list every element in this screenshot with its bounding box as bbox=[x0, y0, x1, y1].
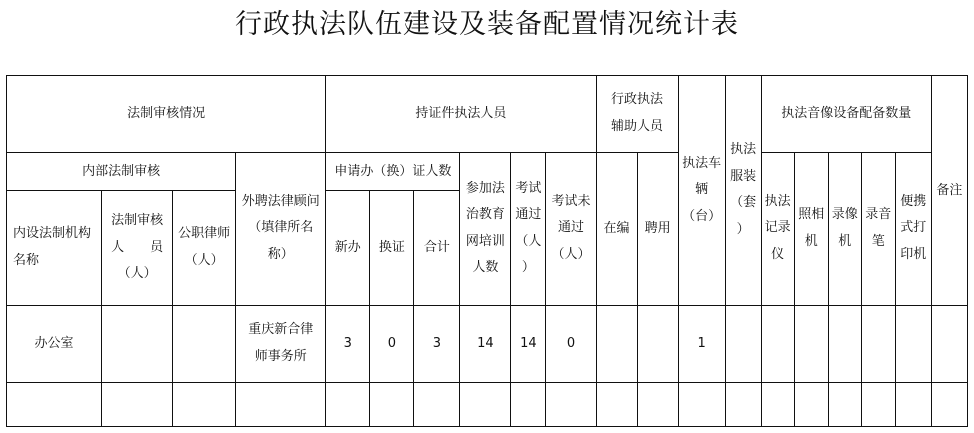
header-external-counsel bbox=[236, 152, 326, 305]
cell-video bbox=[828, 382, 861, 426]
cell-review-staff bbox=[102, 305, 173, 382]
cell-renew bbox=[370, 382, 414, 426]
header-video-label: 录像 机 bbox=[831, 207, 858, 249]
header-recorder bbox=[761, 152, 794, 305]
cell-passed bbox=[511, 382, 546, 426]
cell-printer bbox=[895, 305, 931, 382]
header-printer bbox=[895, 152, 931, 305]
header-audio-pen bbox=[861, 152, 895, 305]
header-review-staff bbox=[102, 190, 173, 305]
cell-vehicles: 1 bbox=[678, 305, 725, 382]
cell-training bbox=[460, 382, 511, 426]
cell-uniforms bbox=[725, 305, 761, 382]
cell-new: 3 bbox=[326, 305, 370, 382]
header-failed-label: 考试未 通过 （人） bbox=[551, 193, 591, 263]
cell-failed bbox=[546, 382, 596, 426]
cell-training: 14 bbox=[460, 305, 511, 382]
cell-remarks bbox=[931, 382, 967, 426]
header-hired: 聘用 bbox=[637, 152, 678, 305]
header-certified-staff: 持证件执法人员 bbox=[326, 76, 596, 153]
cell-hired bbox=[637, 305, 678, 382]
cell-camera bbox=[794, 382, 828, 426]
cell-camera bbox=[794, 305, 828, 382]
cell-external-counsel bbox=[236, 305, 326, 382]
cell-recorder bbox=[761, 382, 794, 426]
header-vehicles bbox=[678, 76, 725, 306]
header-training-label: 参加法 治教育 网培训 人数 bbox=[465, 180, 505, 276]
header-public-lawyer-label: 公职律师 （人） bbox=[178, 226, 231, 268]
header-printer-label: 便携 式打 印机 bbox=[900, 193, 927, 263]
cell-public-lawyer bbox=[173, 305, 236, 382]
cell-external-counsel bbox=[236, 382, 326, 426]
header-public-lawyer bbox=[173, 190, 236, 305]
cell-renew: 0 bbox=[370, 305, 414, 382]
cell-printer bbox=[895, 382, 931, 426]
header-camera bbox=[794, 152, 828, 305]
cell-institution: 办公室 bbox=[7, 305, 102, 382]
cell-video bbox=[828, 305, 861, 382]
header-remarks: 备注 bbox=[931, 76, 967, 306]
table-title: 行政执法队伍建设及装备配置情况统计表 bbox=[235, 9, 739, 40]
header-vehicles-label: 执法车 辆 （台） bbox=[682, 155, 722, 224]
cell-failed: 0 bbox=[546, 305, 596, 382]
header-recorder-label: 执法 记录 仪 bbox=[764, 193, 791, 263]
header-renew: 换证 bbox=[370, 190, 414, 305]
cell-external-counsel-text: 重庆新合律 师事务所 bbox=[248, 322, 314, 364]
header-staffed: 在编 bbox=[596, 152, 637, 305]
header-uniforms bbox=[725, 76, 761, 306]
header-new: 新办 bbox=[326, 190, 370, 305]
cell-passed: 14 bbox=[511, 305, 546, 382]
cell-total bbox=[414, 382, 460, 426]
header-auxiliary-staff bbox=[596, 76, 678, 153]
header-internal-review: 内部法制审核 bbox=[7, 152, 236, 190]
header-legal-review: 法制审核情况 bbox=[7, 76, 326, 153]
cell-review-staff bbox=[102, 382, 173, 426]
cell-audio-pen bbox=[861, 305, 895, 382]
cell-institution bbox=[7, 382, 102, 426]
cell-staffed bbox=[596, 305, 637, 382]
cell-hired bbox=[637, 382, 678, 426]
cell-public-lawyer bbox=[173, 382, 236, 426]
header-review-staff-label: 法制审核 人 员 （人） bbox=[111, 212, 164, 282]
header-passed-label: 考试 通过 （人 ） bbox=[515, 180, 542, 276]
table-row bbox=[7, 305, 968, 382]
header-external-counsel-label: 外聘法律顾问 （填律所名 称） bbox=[241, 193, 320, 263]
cell-remarks bbox=[931, 305, 967, 382]
header-failed bbox=[546, 152, 596, 305]
header-training bbox=[460, 152, 511, 305]
cell-uniforms bbox=[725, 382, 761, 426]
statistics-table bbox=[6, 75, 968, 427]
header-uniforms-label: 执法 服装 （套 ） bbox=[730, 142, 757, 238]
header-audio-pen-label: 录音 笔 bbox=[865, 207, 892, 249]
header-total: 合计 bbox=[414, 190, 460, 305]
header-institution-name bbox=[7, 190, 102, 305]
header-apply-certs: 申请办（换）证人数 bbox=[326, 152, 460, 190]
cell-staffed bbox=[596, 382, 637, 426]
header-camera-label: 照相 机 bbox=[798, 207, 825, 249]
table-row bbox=[7, 382, 968, 426]
cell-total: 3 bbox=[414, 305, 460, 382]
header-video bbox=[828, 152, 861, 305]
cell-vehicles bbox=[678, 382, 725, 426]
cell-recorder bbox=[761, 305, 794, 382]
header-auxiliary-label: 行政执法 辅助人员 bbox=[611, 92, 664, 134]
header-passed bbox=[511, 152, 546, 305]
cell-new bbox=[326, 382, 370, 426]
header-av-equipment: 执法音像设备配备数量 bbox=[761, 76, 931, 153]
cell-audio-pen bbox=[861, 382, 895, 426]
header-institution-label: 内设法制机构 名称 bbox=[13, 226, 92, 268]
